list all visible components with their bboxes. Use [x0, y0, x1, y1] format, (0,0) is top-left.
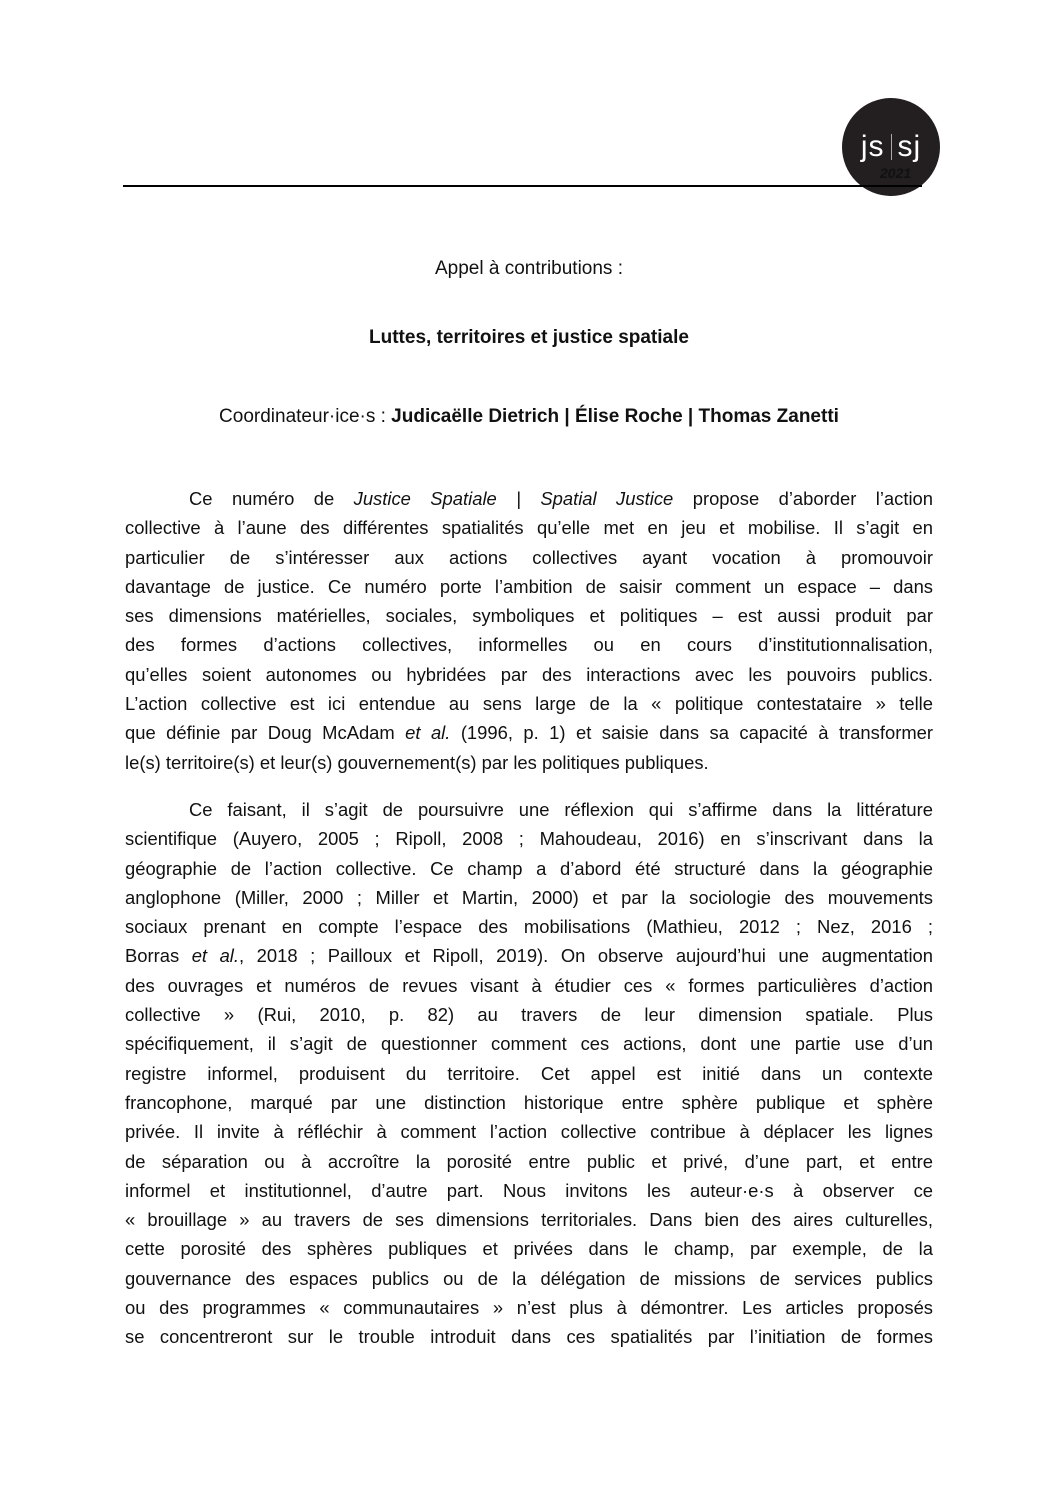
coordinators-label: Coordinateur·ice·s : — [219, 406, 392, 427]
italic-text: Justice Spatiale | Spatial Justice — [353, 488, 674, 509]
coordinators-line — [0, 406, 1058, 428]
text-line: registre informel, produisent du territoire. Cet appel est initié dans un contexte — [125, 1062, 933, 1084]
text-line: ou des programmes « communautaires » n’est plus à démontrer. Les articles proposés — [125, 1297, 933, 1319]
text-line: Ce numéro de Justice Spatiale | Spatial Justice propose d’aborder l’action — [189, 488, 933, 509]
text-line: cette porosité des sphères publiques et privées dans le champ, par exemple, de la — [125, 1238, 933, 1260]
call-title: Luttes, territoires et justice spatiale — [369, 327, 689, 348]
text-line: gouvernance des espaces publics ou de la délégation de missions de services publics — [125, 1267, 933, 1289]
italic-text: et al. — [191, 945, 239, 967]
coordinators-names: Judicaëlle Dietrich | Élise Roche | Thomas Zanetti — [391, 406, 839, 427]
text-line: se concentreront sur le trouble introduit dans ces spatialités par l’initiation de formes — [125, 1326, 933, 1348]
logo-separator — [891, 134, 892, 160]
text-line: collective » (Rui, 2010, p. 82) au travers de leur dimension spatiale. Plus — [125, 1004, 933, 1026]
text-line: davantage de justice. Ce numéro porte l’ambition de saisir comment un espace – dans — [125, 575, 933, 597]
call-kicker: Appel à contributions : — [434, 258, 623, 279]
text-line: L’action collective est ici entendue au sens large de la « politique contestataire » telle — [125, 693, 933, 715]
text-line: de séparation ou à accroître la porosité entre public et privé, d’une part, et entre — [125, 1150, 933, 1172]
text-line: informel et institutionnel, d’autre part. Nous invitons les auteur·e·s à observer ce — [125, 1179, 933, 1201]
text-line: anglophone (Miller, 2000 ; Miller et Martin, 2000) et par la sociologie des mouvements — [125, 886, 933, 908]
text-line: scientifique (Auyero, 2005 ; Ripoll, 2008 ; Mahoudeau, 2016) en s’inscrivant dans la — [125, 828, 933, 850]
text-line: privée. Il invite à réfléchir à comment l’action collective contribue à déplacer les lignes — [125, 1121, 933, 1143]
paragraph-1 — [125, 484, 933, 777]
paragraph-2 — [125, 795, 933, 1352]
journal-logo — [842, 98, 940, 196]
text-line: que définie par Doug McAdam et al. (1996, p. 1) et saisie dans sa capacité à transformer — [125, 722, 933, 744]
text-line: particulier de s’intéresser aux actions collectives ayant vocation à promouvoir — [125, 546, 933, 568]
text-line: géographie de l’action collective. Ce champ a d’abord été structuré dans la géographie — [125, 857, 933, 879]
text-line: collective à l’aune des différentes spatialités qu’elle met en jeu et mobilise. Il s’agit en — [125, 517, 933, 539]
text-line: francophone, marqué par une distinction historique entre sphère publique et sphère — [125, 1091, 933, 1113]
logo-left: js — [860, 130, 885, 163]
text-line: « brouillage » au travers de ses dimensions territoriales. Dans bien des aires culturelles, — [125, 1209, 933, 1231]
italic-text: et al. — [405, 722, 451, 744]
text-line: le(s) territoire(s) et leur(s) gouvernement(s) par les politiques publiques. — [125, 751, 709, 773]
text-line: sociaux prenant en compte l’espace des mobilisations (Mathieu, 2012 ; Nez, 2016 ; — [125, 916, 933, 938]
header-rule — [123, 185, 922, 187]
text-line: Borras et al., 2018 ; Pailloux et Ripoll, 2019). On observe aujourd’hui une augmentation — [125, 945, 933, 967]
text-line: qu’elles soient autonomes ou hybridées par des interactions avec les pouvoirs publics. — [125, 663, 933, 685]
header-year: 2021 — [880, 165, 912, 181]
logo-right: sj — [897, 130, 922, 163]
text-line: spécifiquement, il s’agit de questionner comment ces actions, dont une partie use d’un — [125, 1033, 933, 1055]
logo-text — [861, 130, 921, 164]
text-line: des formes d’actions collectives, informelles ou en cours d’institutionnalisation, — [125, 634, 933, 656]
text-line: ses dimensions matérielles, sociales, symboliques et politiques – est aussi produit par — [125, 605, 933, 627]
text-line: des ouvrages et numéros de revues visant à étudier ces « formes particulières d’action — [125, 974, 933, 996]
text-line: Ce faisant, il s’agit de poursuivre une réflexion qui s’affirme dans la littérature — [189, 799, 933, 820]
